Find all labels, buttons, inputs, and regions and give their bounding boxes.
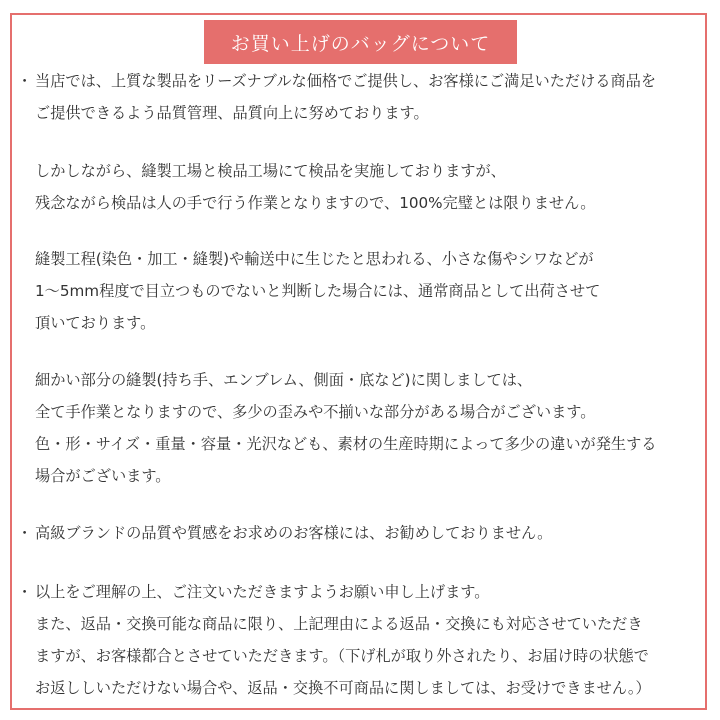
text-line: 1～5mm程度で目立つものでないと判断した場合には、通常商品として出荷させて <box>35 282 601 300</box>
bullet-marker: ・ <box>17 524 33 542</box>
text-line: 縫製工程(染色・加工・縫製)や輸送中に生じたと思われる、小さな傷やシワなどが <box>35 250 594 268</box>
text-line: 頂いております。 <box>35 314 156 332</box>
text-line: 当店では、上質な製品をリーズナブルな価格でご提供し、お客様にご満足いただける商品を <box>35 72 657 90</box>
bullet-marker: ・ <box>17 583 33 601</box>
text-line: 全て手作業となりますので、多少の歪みや不揃いな部分がある場合がございます。 <box>35 403 596 421</box>
text-line: 残念ながら検品は人の手で行う作業となりますので、100%完璧とは限りません。 <box>35 194 596 212</box>
text-line: お返ししいただけない場合や、返品・交換不可商品に関しましては、お受けできません。） <box>35 679 651 697</box>
text-line: ますが、お客様都合とさせていただきます。（下げ札が取り外されたり、お届け時の状態で <box>35 647 649 665</box>
text-line: 以上をご理解の上、ご注文いただきますようお願い申し上げます。 <box>35 583 490 601</box>
text-line: しかしながら、縫製工場と検品工場にて検品を実施しておりますが、 <box>35 162 506 180</box>
text-line: 高級ブランドの品質や質感をお求めのお客様には、お勧めしておりません。 <box>35 524 553 542</box>
title-banner <box>204 20 517 64</box>
page-title: お買い上げのバッグについて <box>230 32 491 55</box>
text-line: ご提供できるよう品質管理、品質向上に努めております。 <box>35 104 429 122</box>
bullet-marker: ・ <box>17 72 33 90</box>
text-line: 場合がございます。 <box>35 467 171 485</box>
text-line: 色・形・サイズ・重量・容量・光沢なども、素材の生産時期によって多少の違いが発生する <box>35 435 657 453</box>
text-line: 細かい部分の縫製(持ち手、エンブレム、側面・底など)に関しましては、 <box>35 371 533 389</box>
text-line: また、返品・交換可能な商品に限り、上記理由による返品・交換にも対応させていただき <box>35 615 643 633</box>
